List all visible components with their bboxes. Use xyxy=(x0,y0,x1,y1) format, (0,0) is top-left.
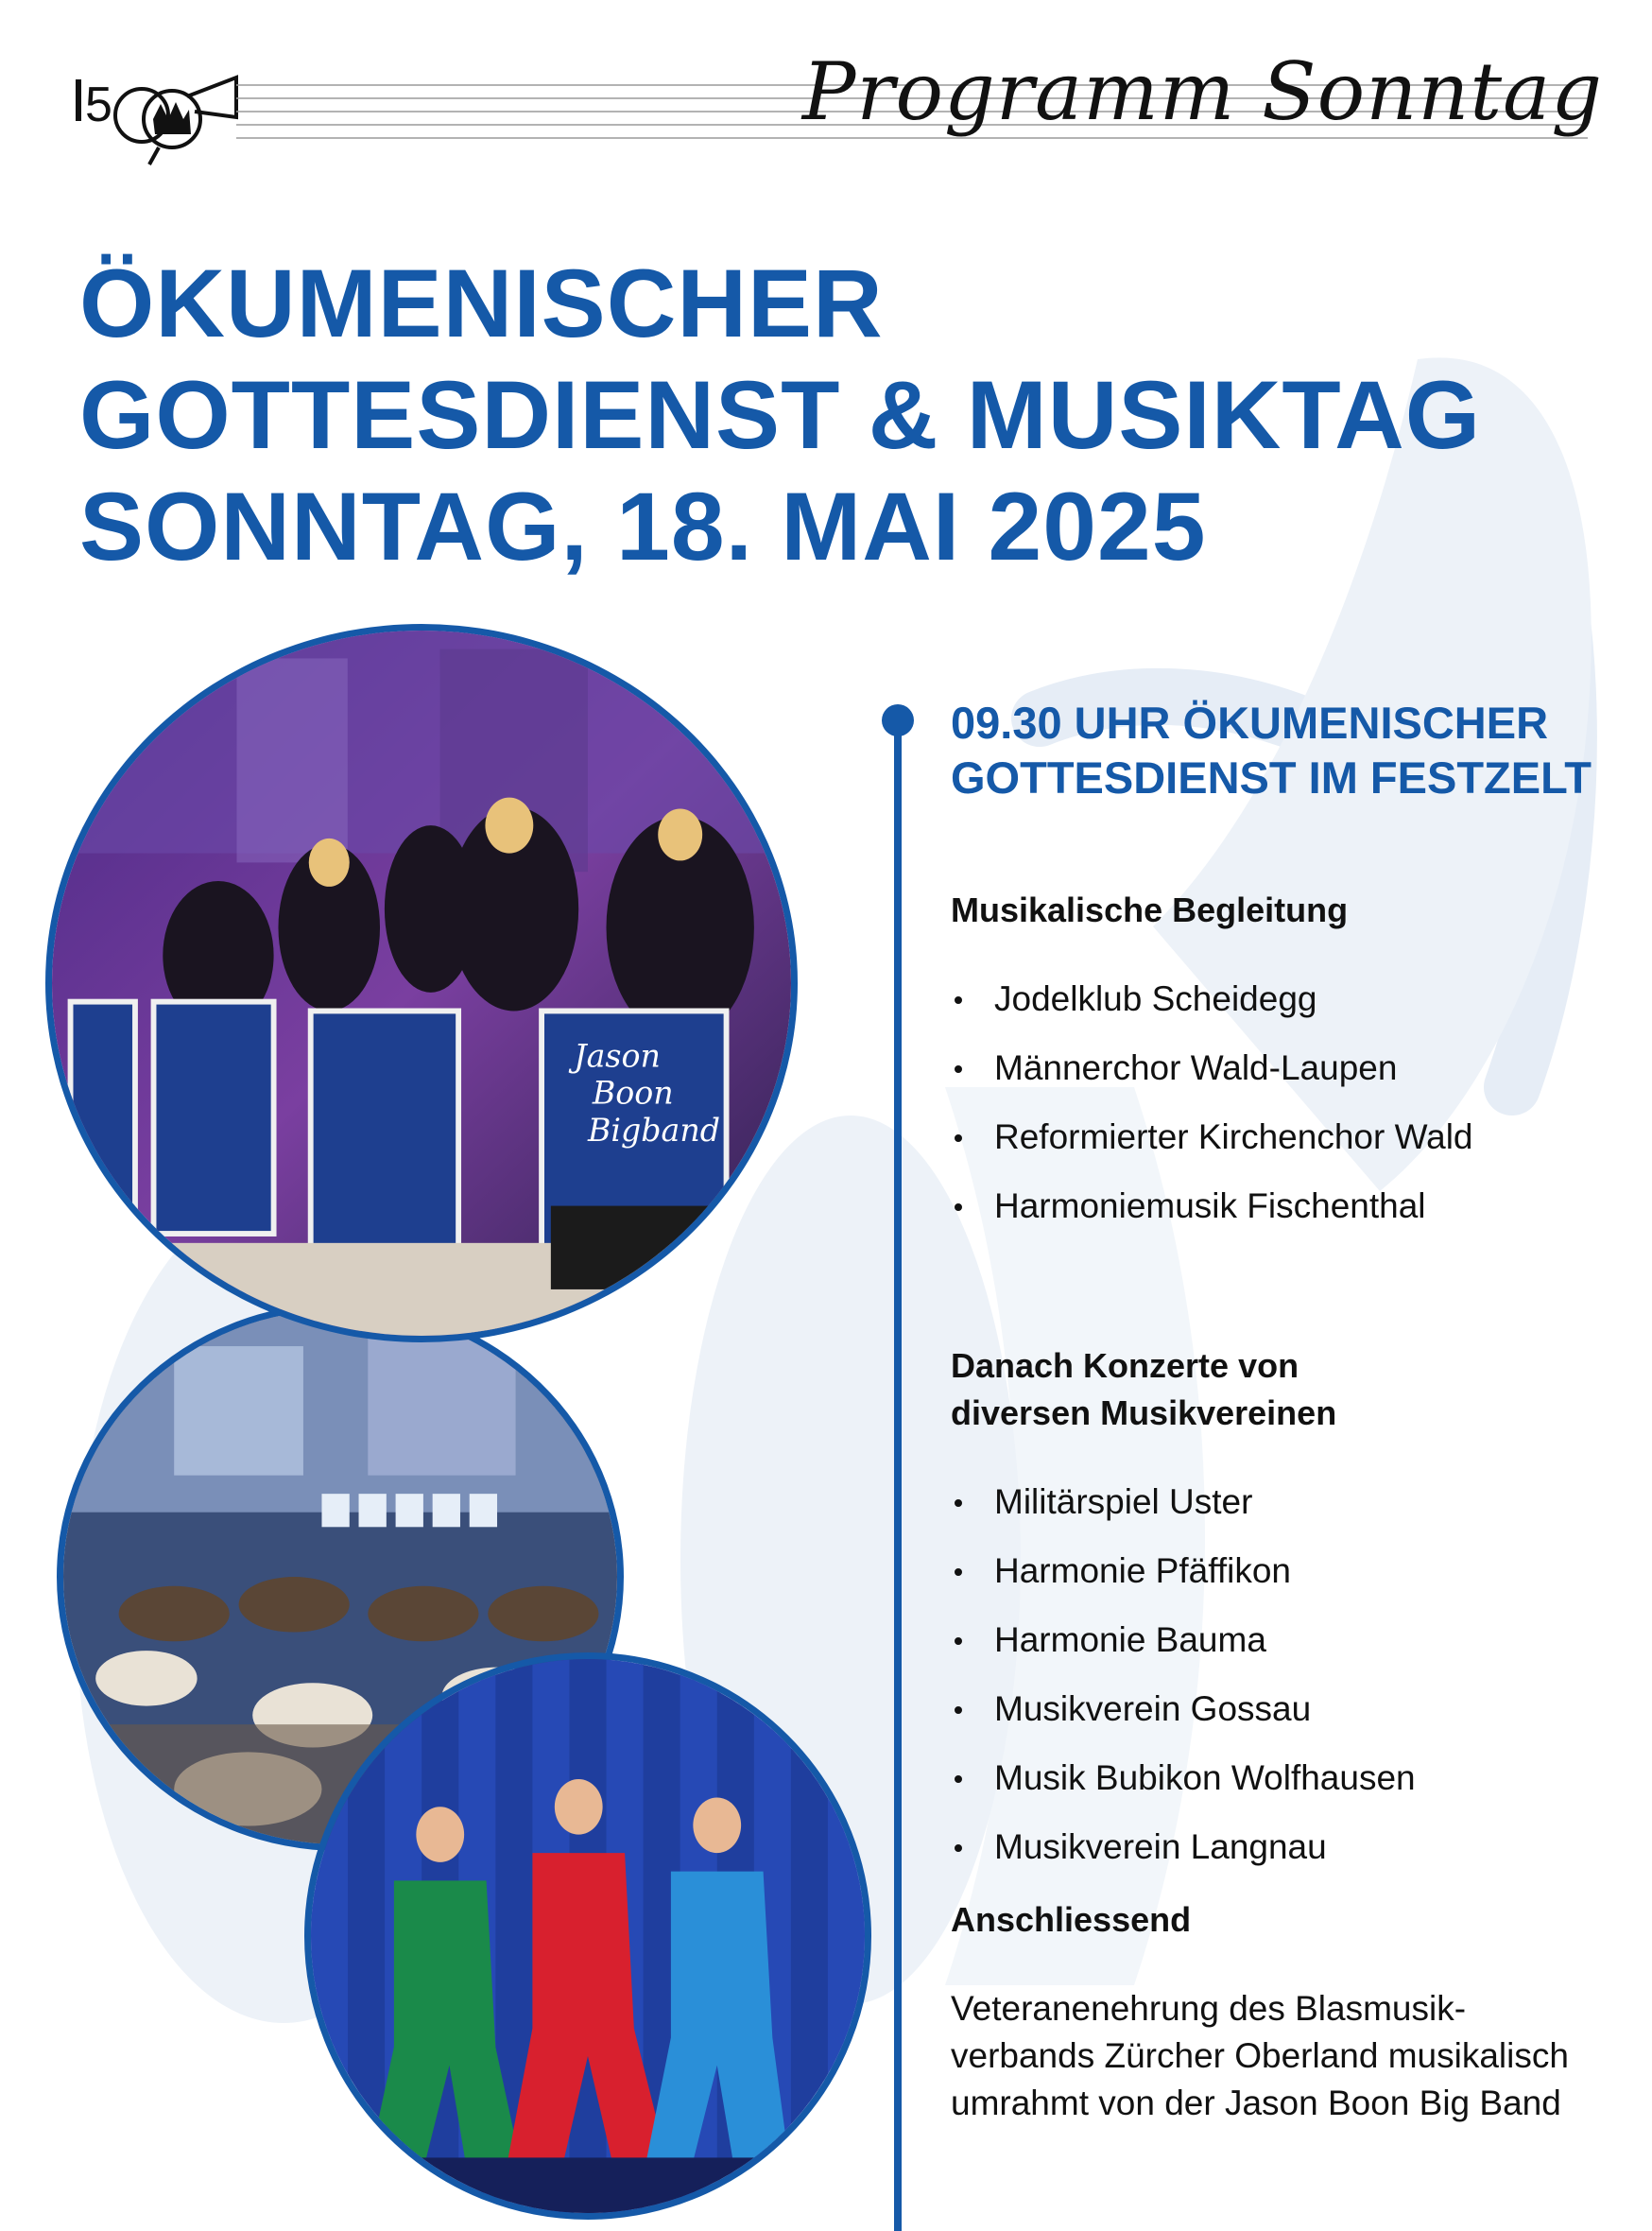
event-title-line-1: 09.30 UHR ÖKUMENISCHER xyxy=(951,698,1549,748)
section-heading-anschliessend: Anschliessend xyxy=(951,1900,1192,1939)
section-heading-konzerte xyxy=(951,1342,1641,1437)
script-title: Programm Sonntag xyxy=(801,45,1603,138)
list-item: Musikverein Gossau xyxy=(951,1686,1641,1732)
section-heading-konzerte-line-1: Danach Konzerte von xyxy=(951,1346,1299,1385)
timeline-line xyxy=(894,718,902,2231)
list-item: Harmonie Bauma xyxy=(951,1617,1641,1663)
title-line-1: ÖKUMENISCHER xyxy=(79,250,884,357)
timeline-dot xyxy=(882,704,914,736)
begleitung-list xyxy=(951,976,1641,1229)
title-line-3: SONNTAG, 18. MAI 2025 xyxy=(79,473,1207,580)
closing-paragraph xyxy=(951,1985,1641,2127)
list-item: Reformierter Kirchenchor Wald xyxy=(951,1114,1641,1160)
bigband-stage-photo xyxy=(45,624,798,1342)
closing-line-1: Veteranenehrung des Blasmusik- xyxy=(951,1989,1467,2028)
singers-photo xyxy=(304,1652,871,2220)
logo-150-icon xyxy=(74,59,239,170)
stand-text-jason: Jason xyxy=(574,1037,661,1075)
closing-line-2: verbands Zürcher Oberland musikalisch xyxy=(951,2036,1569,2075)
program-content xyxy=(951,696,1641,2127)
event-title xyxy=(951,696,1641,805)
list-item: Harmoniemusik Fischenthal xyxy=(951,1183,1641,1229)
page-title xyxy=(79,248,1592,582)
closing-line-3: umrahmt von der Jason Boon Big Band xyxy=(951,2084,1561,2122)
list-item: Musik Bubikon Wolfhausen xyxy=(951,1755,1641,1801)
musikvereine-list xyxy=(951,1479,1641,1870)
section-heading-begleitung: Musikalische Begleitung xyxy=(951,891,1349,929)
list-item: Jodelklub Scheidegg xyxy=(951,976,1641,1022)
page-header xyxy=(0,0,1652,180)
event-title-line-2: GOTTESDIENST IM FESTZELT xyxy=(951,752,1592,803)
section-heading-konzerte-line-2: diversen Musikvereinen xyxy=(951,1393,1337,1432)
list-item: Männerchor Wald-Laupen xyxy=(951,1045,1641,1091)
list-item: Musikverein Langnau xyxy=(951,1824,1641,1870)
stand-text-bigband: Bigband xyxy=(587,1111,721,1149)
title-line-2: GOTTESDIENST & MUSIKTAG xyxy=(79,361,1482,469)
list-item: Militärspiel Uster xyxy=(951,1479,1641,1525)
list-item: Harmonie Pfäffikon xyxy=(951,1548,1641,1594)
svg-text:5: 5 xyxy=(85,78,112,132)
stand-text-boon: Boon xyxy=(592,1074,674,1112)
